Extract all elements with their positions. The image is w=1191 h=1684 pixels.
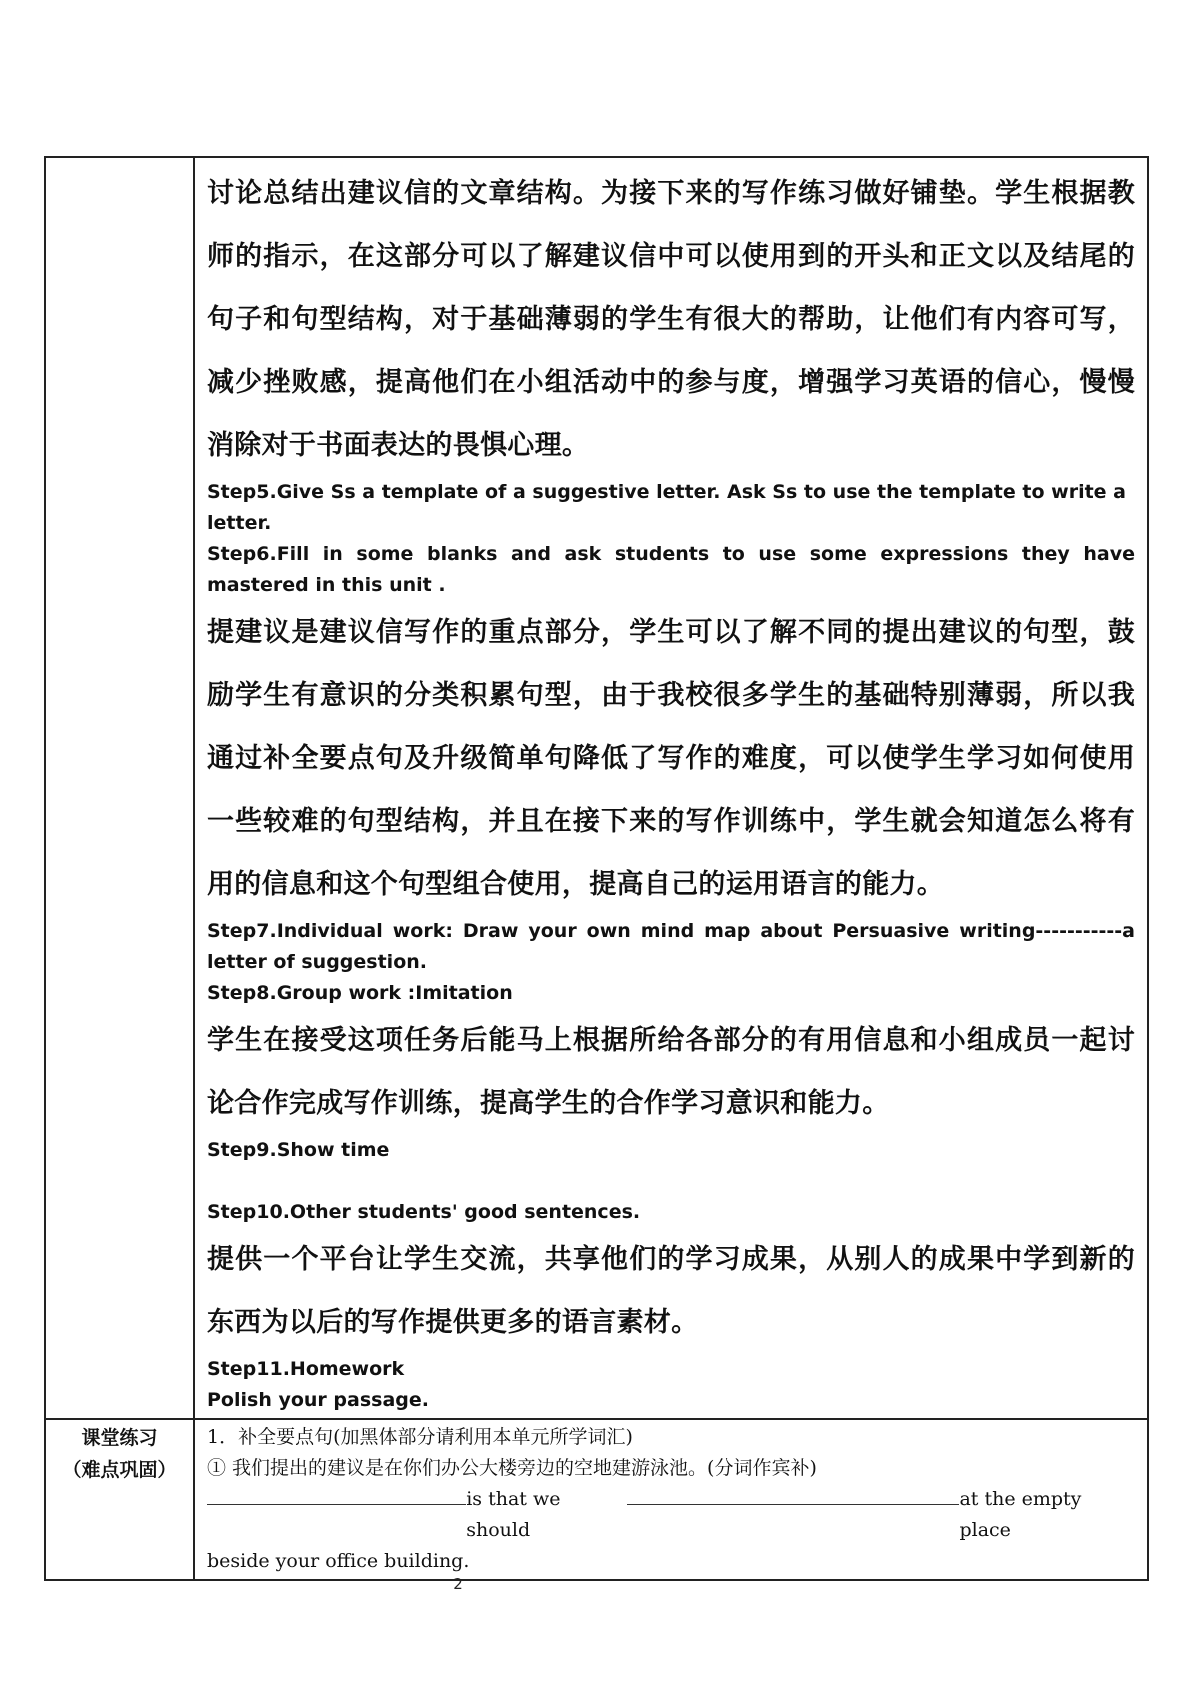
answer-blank-1[interactable]: [207, 1484, 466, 1505]
fill-last-text: beside your office building.: [207, 1550, 470, 1572]
paragraph-suggestion-focus: 提建议是建议信写作的重点部分，学生可以了解不同的提出建议的句型，鼓励学生有意识的分类积累句型，由于我校很多学生的基础特别薄弱，所以我通过补全要点句及升级简单句降低了写作的难度，可以使学生学习如何使用一些较难的句型结构，并且在接下来的写作训练中，学生就会知道怎么将有用的信息和这个句型组合使用，提高自己的运用语言的能力。: [207, 617, 1135, 900]
label-cell-empty: [45, 157, 194, 1419]
practice-label-line2: （难点巩固）: [62, 1459, 177, 1481]
step11-text: Step11.Homework: [207, 1358, 405, 1380]
homework-text: Polish your passage.: [207, 1389, 429, 1411]
main-content-cell: [194, 157, 1148, 1419]
fill-in-line: [207, 1484, 1135, 1546]
practice-content-cell: [194, 1419, 1148, 1580]
paragraph-group-work: 学生在接受这项任务后能马上根据所给各部分的有用信息和小组成员一起讨论合作完成写作训练，提高学生的合作学习意识和能力。: [207, 1025, 1135, 1119]
page-number: 2: [453, 1575, 463, 1593]
step8-text: Step8.Group work :Imitation: [207, 982, 513, 1004]
table-row: [45, 157, 1148, 1419]
step7-text: Step7.Individual work: Draw your own mind map about Persuasive writing-----------a letter of suggestion.: [207, 920, 1135, 973]
step6-text: Step6.Fill in some blanks and ask students to use some expressions they have mastered in this unit .: [207, 543, 1135, 596]
fill-end-text: at the empty place: [959, 1488, 1082, 1541]
fill-mid-text: is that we should: [466, 1488, 561, 1541]
paragraph-sharing-platform: 提供一个平台让学生交流，共享他们的学习成果，从别人的成果中学到新的东西为以后的写作提供更多的语言素材。: [207, 1244, 1135, 1338]
step5-text: Step5.Give Ss a template of a suggestive letter. Ask Ss to use the template to write a letter.: [207, 481, 1126, 534]
step10-text: Step10.Other students' good sentences.: [207, 1201, 641, 1223]
practice-item-sentence: ① 我们提出的建议是在你们办公大楼旁边的空地建游泳池。(分词作宾补): [207, 1457, 817, 1479]
practice-label-cell: [45, 1419, 194, 1580]
answer-blank-2[interactable]: [627, 1484, 960, 1505]
practice-item-title: 1．补全要点句(加黑体部分请利用本单元所学词汇): [207, 1426, 633, 1448]
spacer: [207, 1166, 1135, 1197]
table-row: [45, 1419, 1148, 1580]
step9-text: Step9.Show time: [207, 1139, 390, 1161]
paragraph-structure-summary: 讨论总结出建议信的文章结构。为接下来的写作练习做好铺垫。学生根据教师的指示，在这部分可以了解建议信中可以使用到的开头和正文以及结尾的句子和句型结构，对于基础薄弱的学生有很大的帮助，让他们有内容可写，减少挫败感，提高他们在小组活动中的参与度，增强学习英语的信心，慢慢消除对于书面表达的畏惧心理。: [207, 178, 1135, 461]
practice-label-line1: 课堂练习: [81, 1427, 158, 1449]
lesson-plan-table: [44, 156, 1149, 1581]
